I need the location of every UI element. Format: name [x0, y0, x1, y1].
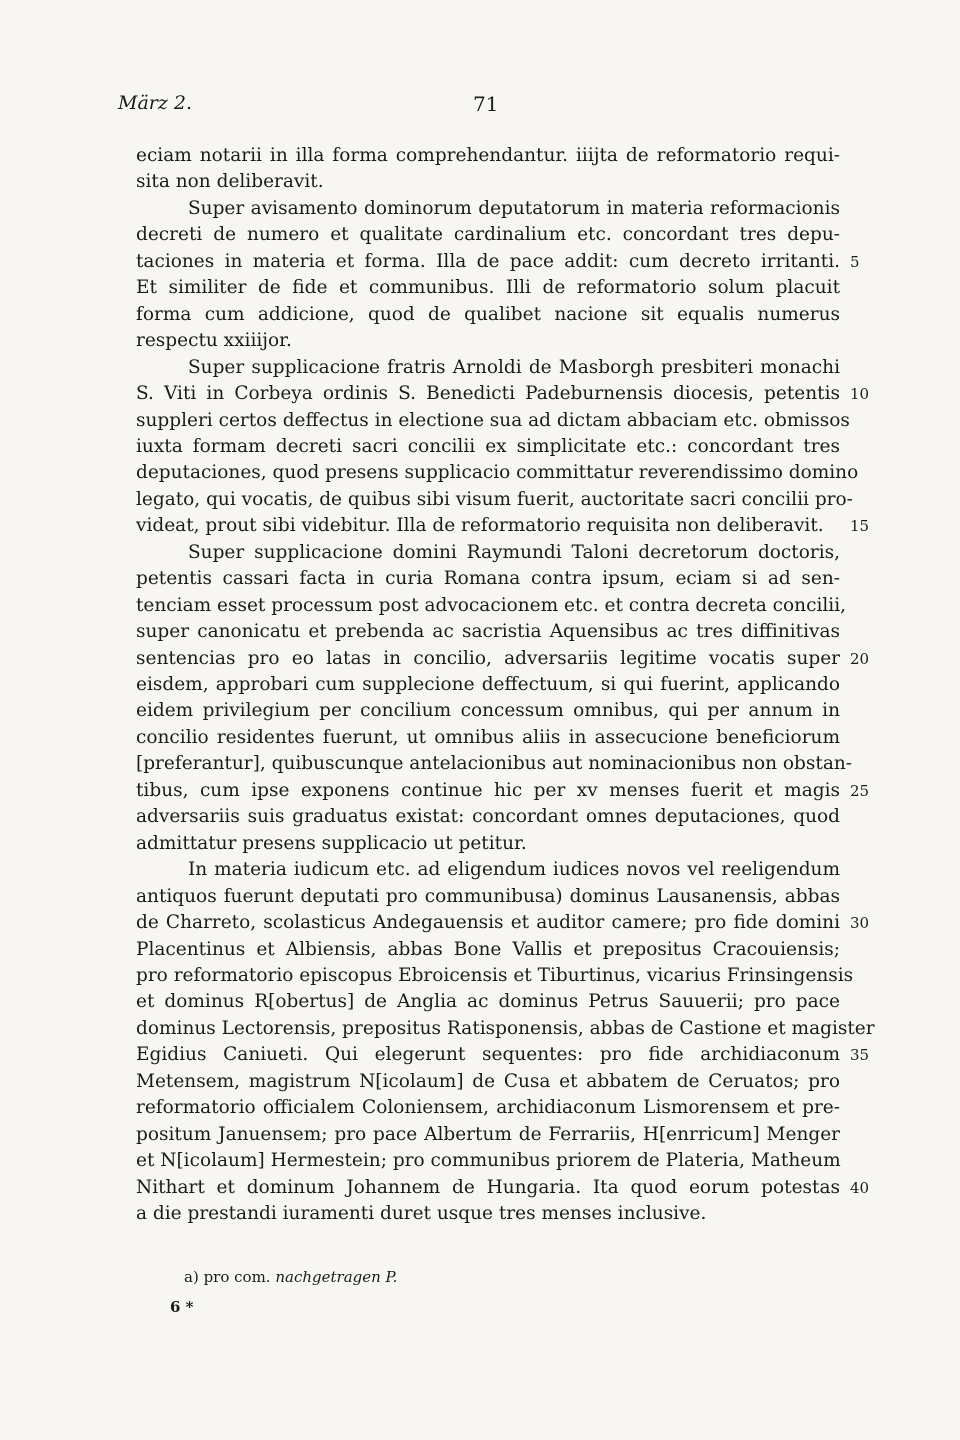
text-line: Super supplicacione domini Raymundi Taloni decretorum doctoris, [188, 541, 840, 563]
text-line: super canonicatu et prebenda ac sacristia Aquensibus ac tres diffinitivas [136, 621, 840, 643]
text-line: admittatur presens supplicacio ut petitur. [136, 832, 527, 854]
text-line: positum Januensem; pro pace Albertum de Ferrariis, H[enrricum] Menger [136, 1123, 840, 1145]
text-line: Placentinus et Albiensis, abbas Bone Vallis et prepositus Cracouiensis; [136, 938, 840, 960]
text-line: deputaciones, quod presens supplicacio committatur reverendissimo domino [136, 462, 859, 484]
text-line: et dominus R[obertus] de Anglia ac dominus Petrus Sauuerii; pro pace [136, 991, 840, 1013]
text-line: suppleri certos deffectus in electione sua ad dictam abbaciam etc. obmissos [136, 409, 850, 431]
page-number: 71 [473, 92, 499, 116]
text-line: Nithart et dominum Johannem de Hungaria. Ita quod eorum potestas [136, 1176, 840, 1198]
text-line: dominus Lectorensis, prepositus Ratisponensis, abbas de Castione et magister [136, 1017, 875, 1039]
text-line: iuxta formam decreti sacri concilii ex simplicitate etc.: concordant tres [136, 435, 840, 457]
line-number: 30 [850, 914, 870, 933]
text-line: sentencias pro eo latas in concilio, adversariis legitime vocatis super [136, 647, 840, 669]
text-line: [preferantur], quibuscunque antelacionibus aut nominacionibus non obstan- [136, 753, 853, 775]
text-line: forma cum addicione, quod de qualibet nacione sit equalis numerus [136, 303, 840, 325]
text-line: videat, prout sibi videbitur. Illa de reformatorio requisita non deliberavit. [136, 515, 824, 537]
line-number: 40 [850, 1178, 870, 1197]
text-line: et N[icolaum] Hermestein; pro communibus priorem de Plateria, Matheum [136, 1150, 841, 1172]
text-line: tibus, cum ipse exponens continue hic per xv menses fuerit et magis [136, 779, 840, 801]
text-line: adversariis suis graduatus existat: concordant omnes deputaciones, quod [136, 806, 840, 828]
line-number: 35 [850, 1046, 870, 1065]
text-line: In materia iudicum etc. ad eligendum iudices novos vel reeligendum [188, 859, 840, 881]
footnote-text: pro com. [203, 1268, 271, 1286]
text-line: a die prestandi iuramenti duret usque tres menses inclusive. [136, 1203, 707, 1224]
printer-signature: 6 * [170, 1298, 194, 1316]
text-line: taciones in materia et forma. Illa de pace addit: cum decreto irritanti. [136, 250, 840, 272]
line-number: 25 [850, 781, 870, 800]
text-line: petentis cassari facta in curia Romana contra ipsum, eciam si ad sen- [136, 568, 840, 590]
text-line: S. Viti in Corbeya ordinis S. Benedicti Padeburnensis diocesis, petentis [136, 383, 840, 405]
footnote-italic: nachgetragen P. [275, 1268, 398, 1286]
line-number: 10 [850, 385, 870, 404]
line-number: 20 [850, 649, 870, 668]
text-line: concilio residentes fuerunt, ut omnibus aliis in assecucione beneficiorum [136, 726, 840, 748]
text-line: respectu xxiiijor. [136, 330, 292, 352]
running-header [118, 92, 838, 120]
text-line: pro reformatorio episcopus Ebroicensis et Tiburtinus, vicarius Frinsingensis [136, 964, 854, 986]
text-line: sita non deliberavit. [136, 171, 324, 193]
text-line: eciam notarii in illa forma comprehendantur. iiijta de reformatorio requi- [136, 145, 840, 166]
line-number: 5 [850, 252, 860, 271]
header-date: März 2. [118, 92, 193, 114]
text-line: reformatorio officialem Coloniensem, archidiaconum Lismorensem et pre- [136, 1097, 840, 1119]
text-line: eisdem, approbari cum supplecione deffectuum, si qui fuerint, applicando [136, 674, 840, 695]
text-line: tenciam esset processum post advocacionem etc. et contra decreta concilii, [136, 594, 847, 616]
text-line: Super supplicacione fratris Arnoldi de Masborgh presbiteri monachi [188, 356, 840, 378]
text-line: eidem privilegium per concilium concessum omnibus, qui per annum in [136, 700, 840, 722]
footnote [184, 1268, 397, 1286]
text-line: legato, qui vocatis, de quibus sibi visum fuerit, auctoritate sacri concilii pro- [136, 488, 853, 510]
text-line: Super avisamento dominorum deputatorum in materia reformacionis [188, 197, 840, 219]
line-number: 15 [850, 517, 870, 536]
footnote-marker: a) [184, 1268, 199, 1286]
text-line: decreti de numero et qualitate cardinalium etc. concordant tres depu- [136, 224, 840, 246]
text-line: Egidius Caniueti. Qui elegerunt sequentes: pro fide archidiaconum [136, 1044, 840, 1066]
text-line: Et similiter de fide et communibus. Illi de reformatorio solum placuit [136, 277, 840, 299]
text-line: Metensem, magistrum N[icolaum] de Cusa et abbatem de Ceruatos; pro [136, 1070, 840, 1092]
text-line: antiquos fuerunt deputati pro communibusa) dominus Lausanensis, abbas [136, 885, 840, 907]
text-line: de Charreto, scolasticus Andegauensis et auditor camere; pro fide domini [136, 912, 840, 934]
